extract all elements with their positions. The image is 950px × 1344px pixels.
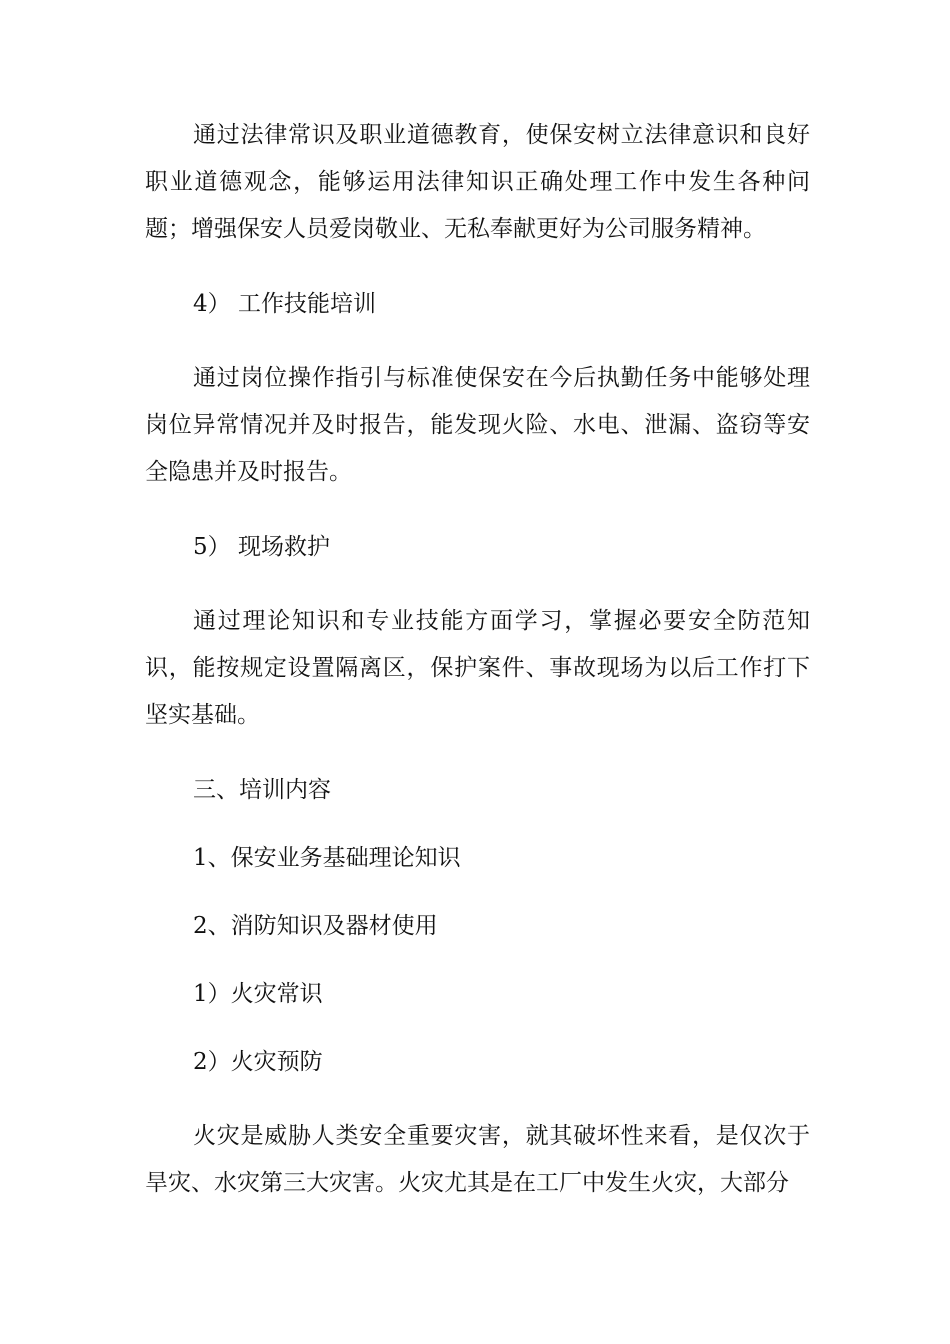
list-item-security-basics: 1、保安业务基础理论知识 xyxy=(193,845,461,871)
paragraph-fire-hazard: 火灾是威胁人类安全重要灾害，就其破坏性来看，是仅次于旱灾、水灾第三大灾害。火灾尤其是在工厂中发生火灾，大部分 xyxy=(145,1123,810,1196)
heading-training-content: 三、培训内容 xyxy=(193,777,331,803)
paragraph-work-skills: 通过岗位操作指引与标准使保安在今后执勤任务中能够处理岗位异常情况并及时报告，能发现火险、水电、泄漏、盗窃等安全隐患并及时报告。 xyxy=(145,365,810,485)
list-item-fire-common-sense: 1）火灾常识 xyxy=(193,981,323,1007)
document-body xyxy=(145,112,810,1241)
heading-first-aid: 5） 现场救护 xyxy=(193,534,330,560)
paragraph-legal-education: 通过法律常识及职业道德教育，使保安树立法律意识和良好职业道德观念，能够运用法律知识正确处理工作中发生各种问题；增强保安人员爱岗敬业、无私奉献更好为公司服务精神。 xyxy=(145,122,810,242)
list-item-fire-knowledge: 2、消防知识及器材使用 xyxy=(193,913,438,939)
list-item-fire-prevention: 2）火灾预防 xyxy=(193,1049,323,1075)
heading-work-skills: 4） 工作技能培训 xyxy=(193,291,376,317)
paragraph-first-aid: 通过理论知识和专业技能方面学习，掌握必要安全防范知识，能按规定设置隔离区，保护案件、事故现场为以后工作打下坚实基础。 xyxy=(145,608,810,728)
